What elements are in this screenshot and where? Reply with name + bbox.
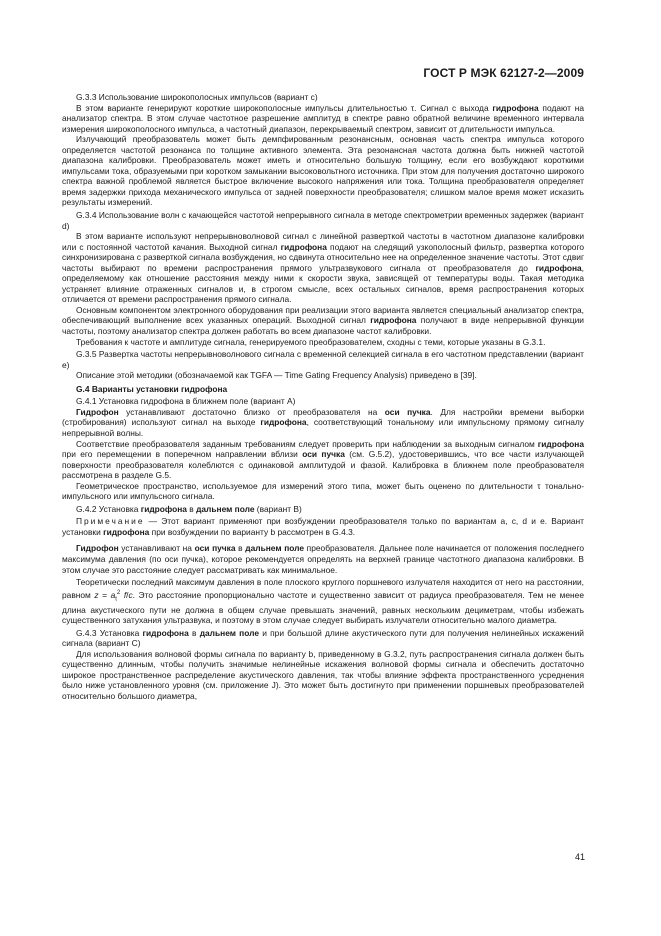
paragraph-p11: Гидрофон устанавливают достаточно близко от преобразователя на оси пучка. Для настройки времени выборки (стробирования) используют сигнал на выходе гидрофона, соответствующий тональному или импульсному прямому сигналу непрерывной волны. — [62, 406, 585, 438]
page-number: 41 — [575, 852, 586, 862]
paragraph-p14: G.4.2 Установка гидрофона в дальнем поле (вариант B) — [76, 503, 302, 514]
paragraph-p6: Требования к частоте и амплитуде сигнала, генерируемого преобразователем, сходны с теми, которые указаны в G.3.1. — [76, 336, 546, 347]
paragraph-p13: Геометрическое пространство, используемое для измерений этого типа, может быть оценено по длительности τ тонально-импульсного или импульсного сигнала. — [62, 480, 584, 502]
paragraph-p7: G.3.5 Развертка частоты непрерывноволнового сигнала с временной селекцией сигнала в его частотном представлении (вариант e) — [62, 349, 584, 370]
paragraph-p17: Теоретически последний максимум давления в поле плоского круглого поршневого излучателя находится от него на расстоянии, равном $z = a_t^2$ f/c. Это расстояние пропорционально частоте и существенно зависит от радиуса преобразователя. Тем не менее длина акустического пути не должна в общем случае превышать значений, равных нескольким дециметрам, чтобы избежать существенного затухания ультразвука, и поэтому в этом случае следует выбирать излучатели относительно малого диаметра. — [62, 577, 584, 626]
paragraph-p16: Гидрофон устанавливают на оси пучка в дальнем поле преобразователя. Дальнее поле начинается от положения последнего максимума давления (по оси пучка), которое рекомендуется определять на верхней границе частотного диапазона калибровки. В этом случае это расстояние следует рассматривать как минимальное. — [62, 543, 584, 575]
paragraph-p0: G.3.3 Использование широкополосных импульсов (вариант c) — [76, 92, 318, 102]
paragraph-p3: G.3.4 Использование волн с качающейся частотой непрерывного сигнала в методе спектрометрии временных задержек (вариант d) — [62, 210, 584, 231]
paragraph-p8: Описание этой методики (обозначаемой как TGFA — Time Gating Frequency Analysis) приведено в [39]. — [76, 370, 477, 381]
paragraph-p5: Основным компонентом электронного оборудования при реализации этого варианта является специальный анализатор спектра, обеспечивающий выполнение всех указанных операций. Выходной сигнал гидрофона получают в виде непрерывной функции частоты, поэтому анализатор спектра должен работать во всем диапазоне частот калибровки. — [62, 304, 584, 337]
paragraph-p4: В этом варианте используют непрерывноволновой сигнал с линейной разверткой частоты в частотном диапазоне калибровки или с постоянной частотой качания. Выходной сигнал гидрофона подают на следящий узкополосный фильтр, развертка которого синхронизирована с разверткой сигнала возбуждения, но сдвинута относительно нее на определенное значение частоты. Этот сдвиг частоты выбирают по времени распространения прямого ультразвукового сигнала от преобразователя до гидрофона, определяемому как отношение расстояния между ними к скорости звука, зависящей от температуры воды. Такая методика устраняет влияние отраженных сигналов и, в строгом смысле, всех остальных сигналов, время распространения которых отличается от времени распространения прямого сигнала. — [62, 231, 584, 305]
paragraph-p18: G.4.3 Установка гидрофона в дальнем поле и при большой длине акустического пути для получения нелинейных искажений сигнала (вариант C) — [62, 627, 584, 649]
paragraph-p2: Излучающий преобразователь может быть демпфированным резонансным, основная часть спектра импульса которого определяется частотой резонанса по толщине активного элемента. Эта резонансная частота должна быть нижней частотой диапазона калибровки. Преобразователь может иметь и относительно большую толщину, если его возбуждают короткими импульсами тока, образуемыми при коротком замыкании высоковольтного источника. При этом для получения достаточно широкого спектра важной проблемой является быстрое включение высокого напряжения или тока. Толщина преобразователя определяет время задержки прихода механического импульса от задней поверхности преобразователя; слишком малое время может исказить результаты измерений. — [62, 134, 584, 208]
document-body — [62, 90, 584, 702]
paragraph-p1: В этом варианте генерируют короткие широкополосные импульсы длительностью τ. Сигнал с выхода гидрофона подают на анализатор спектра. В этом случае частотное разрешение амплитуд в спектре равно обратной величине временного интервала измерения широкополосного импульса, а частотный диапазон, перекрываемый спектром, зависит от длительности импульса. — [62, 102, 584, 134]
paragraph-p9: G.4 Варианты установки гидрофона — [76, 383, 228, 394]
paragraph-p10: G.4.1 Установка гидрофона в ближнем поле (вариант A) — [76, 396, 296, 407]
paragraph-p12: Соответствие преобразователя заданным требованиям следует проверить при наблюдении за выходным сигналом гидрофона при его перемещении в поперечном направлении вблизи оси пучка (см. G.5.2), удостоверившись, что все части излучающей поверхности преобразователя колеблются с одинаковой амплитудой и фазой. Калибровка в ближнем поле преобразователя рассмотрена в разделе G.5. — [62, 438, 584, 481]
standard-code-header: ГОСТ Р МЭК 62127-2—2009 — [423, 66, 584, 80]
paragraph-p19: Для использования волновой формы сигнала по варианту b, приведенному в G.3.2, путь распространения сигнала должен быть существенно длинным, чтобы получить значимые нелинейные искажения волновой формы сигнала и обеспечить достаточно широкое пространственное распределение акустического давления, так чтобы влияние эффекта пространственного усреднения было ниже установленного уровня (см. приложение J). Это может быть достигнуто при применении поршневых преобразователей относительно большого диаметра, — [62, 648, 584, 701]
paragraph-p15: Примечание — Этот вариант применяют при возбуждении преобразователя только по вариантам a, c, d и e. Вариант установки гидрофона при возбуждении по варианту b рассмотрен в G.4.3. — [62, 516, 584, 537]
